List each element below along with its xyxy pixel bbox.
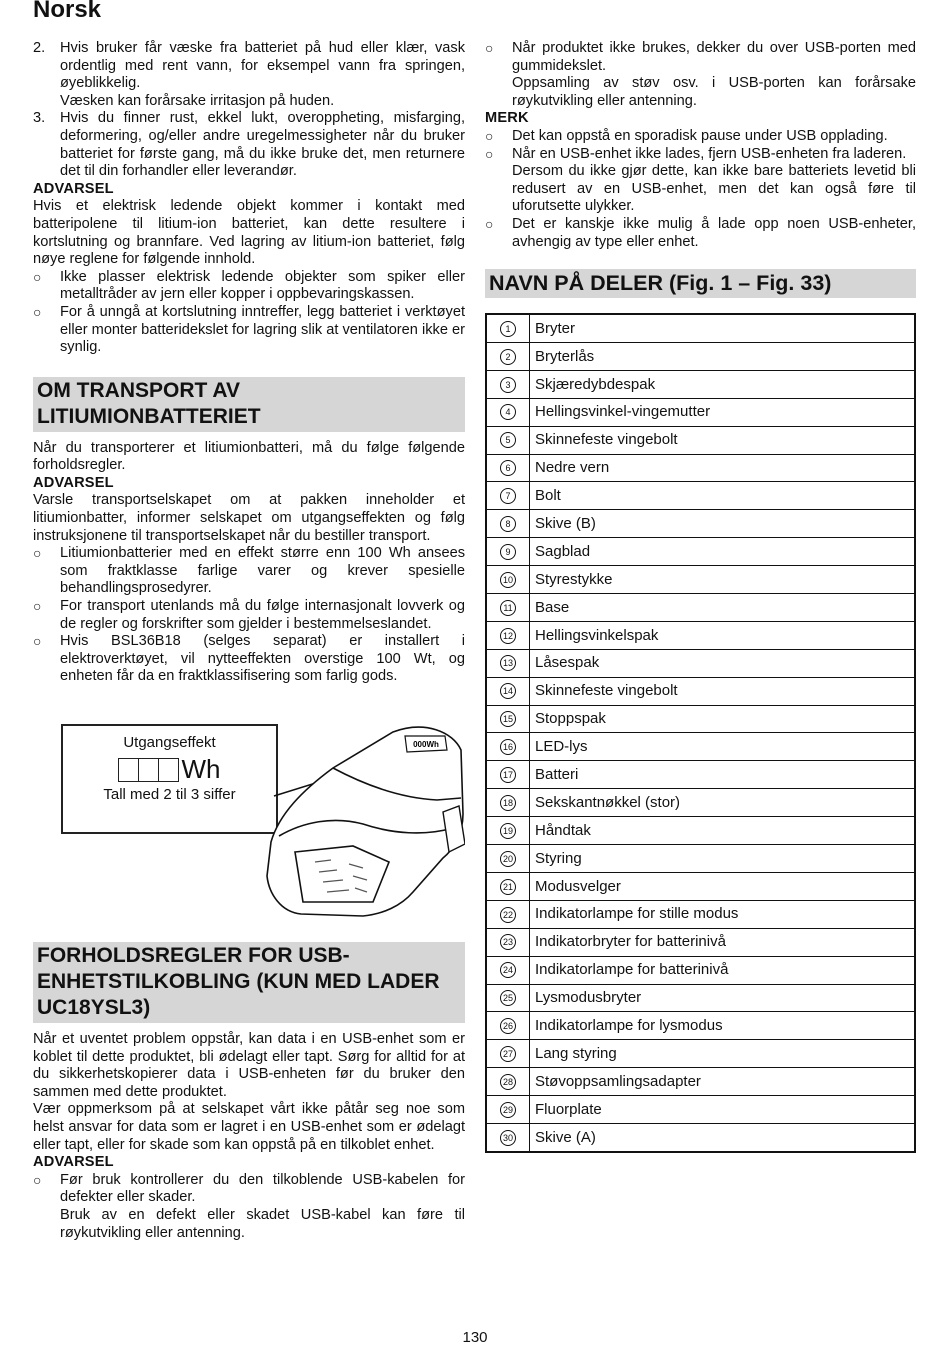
parts-table-row (486, 817, 915, 845)
part-number-cell (486, 426, 530, 454)
part-number: 22 (500, 907, 516, 923)
bullet-text: For å unngå at kortslutning inntreffer, legg batteriet i verktøyet eller monter batteridekslet for lagring slik at ventilatoren ikke er synlig. (60, 303, 465, 356)
wh-unit: Wh (181, 753, 221, 784)
parts-table-row (486, 705, 915, 733)
bullet-item (33, 269, 465, 304)
circle-bullet-icon: ○ (485, 127, 494, 144)
part-number: 12 (500, 628, 516, 644)
bullet-text: Hvis BSL36B18 (selges separat) er installert i elektroverktøyet, vil nytteeffekten overstige 100 Wt, og enheten får da en fraktklassifisering som farlig gods. (60, 633, 465, 685)
part-name: Modusvelger (530, 872, 916, 900)
part-number-cell (486, 538, 530, 566)
part-name: Lang styring (530, 1040, 916, 1068)
bullet-item (485, 216, 916, 251)
bullet-text: Det kan oppstå en sporadisk pause under USB opplading. (512, 127, 888, 144)
circle-bullet-icon: ○ (485, 145, 494, 162)
right-column (485, 40, 916, 1153)
warning-label: ADVARSEL (33, 1154, 114, 1171)
item-text: Hvis bruker får væske fra batteriet på hud eller klær, vask ordentlig med rent vann, for eksempel vann fra springen, øyeblikkelig. (60, 40, 465, 92)
part-number-cell (486, 1068, 530, 1096)
bullet-item (33, 545, 465, 598)
part-name: Sekskantnøkkel (stor) (530, 789, 916, 817)
parts-table-row (486, 984, 915, 1012)
part-number-cell (486, 677, 530, 705)
part-number-cell (486, 733, 530, 761)
usb-paragraph: Vær oppmerksom på at selskapet vårt ikke påtår seg noe som helst ansvar for data som er lagret i en USB-enhet som er ødelagt eller tapt, eller for skade som kan oppstå på en tilkoblet enhet. (33, 1101, 465, 1153)
parts-table-row (486, 845, 915, 873)
part-number-cell (486, 343, 530, 371)
part-name: Styrestykke (530, 566, 916, 594)
part-number-cell (486, 900, 530, 928)
bullet-item (485, 128, 916, 146)
part-number: 26 (500, 1018, 516, 1034)
battery-output-figure (33, 724, 465, 930)
part-number: 1 (500, 321, 516, 337)
part-name: Indikatorbryter for batterinivå (530, 928, 916, 956)
part-number-cell (486, 984, 530, 1012)
parts-table-row (486, 900, 915, 928)
parts-table (485, 313, 916, 1153)
part-number-cell (486, 956, 530, 984)
part-number-cell (486, 594, 530, 622)
parts-table-row (486, 677, 915, 705)
part-name: Bolt (530, 482, 916, 510)
bullet-item (33, 304, 465, 357)
numbered-item (33, 40, 465, 110)
circle-bullet-icon: ○ (485, 215, 494, 232)
part-name: Bryterlås (530, 343, 916, 371)
part-number: 29 (500, 1102, 516, 1118)
part-number-cell (486, 817, 530, 845)
circle-bullet-icon: ○ (33, 1171, 42, 1188)
part-number: 5 (500, 432, 516, 448)
parts-table-row (486, 566, 915, 594)
parts-table-row (486, 370, 915, 398)
part-name: Håndtak (530, 817, 916, 845)
part-number-cell (486, 1012, 530, 1040)
circle-bullet-icon: ○ (33, 545, 42, 562)
part-number-cell (486, 705, 530, 733)
parts-table-row (486, 343, 915, 371)
part-number: 16 (500, 739, 516, 755)
bullet-text: Litiumionbatterier med en effekt større enn 100 Wh ansees som fraktklasse farlige varer og krever spesielle behandlingsprosedyrer. (60, 545, 465, 597)
part-number-cell (486, 789, 530, 817)
parts-table-row (486, 872, 915, 900)
circle-bullet-icon: ○ (33, 633, 42, 650)
parts-table-row (486, 621, 915, 649)
parts-table-row (486, 1123, 915, 1151)
part-name: Skinnefeste vingebolt (530, 426, 916, 454)
part-number: 24 (500, 962, 516, 978)
part-name: Sagblad (530, 538, 916, 566)
section-heading-transport: OM TRANSPORT AV LITIUMIONBATTERIET (33, 377, 465, 432)
parts-table-row (486, 733, 915, 761)
parts-table-row (486, 761, 915, 789)
part-name: Batteri (530, 761, 916, 789)
part-name: Støvoppsamlingsadapter (530, 1068, 916, 1096)
bullet-text: Når produktet ikke brukes, dekker du over USB-porten med gummidekslet. (512, 40, 916, 74)
parts-table-row (486, 314, 915, 342)
part-name: Hellingsvinkelspak (530, 621, 916, 649)
bullet-text: For transport utenlands må du følge internasjonalt lovverk og de regler og forskrifter som gjelder i bestemmelseslandet. (60, 598, 465, 632)
circle-bullet-icon: ○ (33, 598, 42, 615)
left-column (33, 40, 465, 1242)
parts-table-row (486, 594, 915, 622)
bullet-item (33, 633, 465, 686)
part-number: 14 (500, 683, 516, 699)
warning-label: ADVARSEL (33, 474, 114, 491)
bullet-extra: Oppsamling av støv osv. i USB-porten kan forårsake røykutvikling eller antenning. (512, 75, 916, 109)
bullet-text: Det er kanskje ikke mulig å lade opp noen USB-enheter, avhengig av type eller enhet. (512, 215, 916, 250)
part-number: 6 (500, 460, 516, 476)
part-number-cell (486, 872, 530, 900)
bullet-text: Når en USB-enhet ikke lades, fjern USB-enheten fra laderen. (512, 145, 907, 162)
part-number-cell (486, 370, 530, 398)
part-name: LED-lys (530, 733, 916, 761)
part-number: 19 (500, 823, 516, 839)
part-number-cell (486, 314, 530, 342)
warning-label: ADVARSEL (33, 180, 114, 197)
part-number-cell (486, 1096, 530, 1124)
part-number-cell (486, 1123, 530, 1151)
parts-table-row (486, 1096, 915, 1124)
part-number: 20 (500, 851, 516, 867)
part-number: 2 (500, 349, 516, 365)
parts-table-row (486, 482, 915, 510)
part-name: Skjæredybdespak (530, 370, 916, 398)
warning-text: Hvis et elektrisk ledende objekt kommer i kontakt med batteripolene til litium-ion batteriet, kan dette resultere i kortslutning og brannfare. Ved lagring av litium-ion batteriet, følg nøye reglene for følgende innhold. (33, 198, 465, 268)
parts-table-row (486, 454, 915, 482)
part-number-cell (486, 761, 530, 789)
part-number-cell (486, 510, 530, 538)
item-extra: Væsken kan forårsake irritasjon på huden. (60, 92, 335, 109)
part-number-cell (486, 398, 530, 426)
item-text: Hvis du finner rust, ekkel lukt, overoppheting, misfarging, deformering, og/eller andre uregelmessigheter når du bruker batteriet for første gang, må du ikke bruke det, men returnere det til din forhandler eller leverandør. (60, 110, 465, 180)
part-number: 15 (500, 711, 516, 727)
part-number-cell (486, 1040, 530, 1068)
section-heading-parts: NAVN PÅ DELER (Fig. 1 – Fig. 33) (485, 269, 916, 298)
part-name: Indikatorlampe for batterinivå (530, 956, 916, 984)
bullet-item (485, 146, 916, 216)
part-name: Fluorplate (530, 1096, 916, 1124)
part-number-cell (486, 845, 530, 873)
part-number: 10 (500, 572, 516, 588)
parts-table-row (486, 426, 915, 454)
part-number: 7 (500, 488, 516, 504)
part-name: Skive (B) (530, 510, 916, 538)
part-name: Låsespak (530, 649, 916, 677)
part-number: 9 (500, 544, 516, 560)
part-name: Styring (530, 845, 916, 873)
part-number: 13 (500, 655, 516, 671)
part-name: Stoppspak (530, 705, 916, 733)
part-number-cell (486, 566, 530, 594)
output-label-caption: Tall med 2 til 3 siffer (103, 785, 236, 803)
part-number: 3 (500, 377, 516, 393)
section-heading-usb: FORHOLDSREGLER FOR USB-ENHETSTILKOBLING (KUN MED LADER UC18YSL3) (33, 942, 465, 1023)
parts-table-row (486, 538, 915, 566)
circle-bullet-icon: ○ (33, 268, 42, 285)
part-number: 17 (500, 767, 516, 783)
bullet-text: Ikke plasser elektrisk ledende objekter som spiker eller metalltråder av jern eller kopper i oppbevaringskassen. (60, 268, 465, 303)
bullet-text: Før bruk kontrollerer du den tilkoblende USB-kabelen for defekter eller skader. (60, 1171, 465, 1206)
part-number: 8 (500, 516, 516, 532)
parts-table-row (486, 789, 915, 817)
page-number: 130 (462, 1329, 488, 1346)
item-number: 2. (33, 40, 46, 56)
part-name: Hellingsvinkel-vingemutter (530, 398, 916, 426)
part-number: 23 (500, 934, 516, 950)
page-language-title: Norsk (33, 0, 102, 23)
part-name: Indikatorlampe for stille modus (530, 900, 916, 928)
part-name: Lysmodusbryter (530, 984, 916, 1012)
part-number-cell (486, 649, 530, 677)
part-number: 4 (500, 404, 516, 420)
part-number: 21 (500, 879, 516, 895)
output-label-title: Utgangseffekt (123, 734, 216, 751)
part-number: 27 (500, 1046, 516, 1062)
part-name: Indikatorlampe for lysmodus (530, 1012, 916, 1040)
bullet-extra: Dersom du ikke gjør dette, kan ikke bare batteriets levetid bli redusert av en USB-enhet, men det kan også føre til uforutsette ulykker. (512, 163, 916, 215)
warning-text: Varsle transportselskapet om at pakken inneholder et litiumionbatter, informer selskapet om utgangseffekten og følg instruksjonene til transportselskapet når du bestiller transport. (33, 492, 465, 544)
part-number-cell (486, 454, 530, 482)
parts-table-row (486, 398, 915, 426)
part-name: Nedre vern (530, 454, 916, 482)
part-number-cell (486, 482, 530, 510)
note-label: MERK (485, 110, 529, 127)
part-name: Skinnefeste vingebolt (530, 677, 916, 705)
part-name: Skive (A) (530, 1123, 916, 1151)
parts-table-row (486, 956, 915, 984)
transport-intro: Når du transporterer et litiumionbatteri, må du følge følgende forholdsregler. (33, 439, 465, 474)
part-number: 25 (500, 990, 516, 1006)
part-number: 30 (500, 1130, 516, 1146)
part-name: Bryter (530, 314, 916, 342)
part-number: 11 (500, 600, 516, 616)
part-number: 18 (500, 795, 516, 811)
parts-table-row (486, 1068, 915, 1096)
parts-table-row (486, 928, 915, 956)
circle-bullet-icon: ○ (33, 303, 42, 320)
usb-paragraph: Når et uventet problem oppstår, kan data i en USB-enhet som er koblet til dette produktet, bli ødelagt eller tapt. Sørg for alltid for at du sikkerhetskopierer data i USB-enheten før du bruker den sammen med dette produktet. (33, 1031, 465, 1100)
parts-table-row (486, 649, 915, 677)
bullet-item (33, 1172, 465, 1242)
circle-bullet-icon: ○ (485, 40, 494, 56)
bullet-item (33, 598, 465, 633)
parts-table-row (486, 1040, 915, 1068)
parts-table-row (486, 510, 915, 538)
bullet-item (485, 40, 916, 110)
battery-wh-label: 000Wh (413, 740, 439, 749)
item-number: 3. (33, 110, 46, 127)
part-name: Base (530, 594, 916, 622)
parts-table-row (486, 1012, 915, 1040)
part-number-cell (486, 621, 530, 649)
battery-illustration (33, 724, 465, 930)
part-number-cell (486, 928, 530, 956)
numbered-item (33, 110, 465, 180)
part-number: 28 (500, 1074, 516, 1090)
bullet-extra: Bruk av en defekt eller skadet USB-kabel kan føre til røykutvikling eller antenning. (60, 1206, 465, 1241)
